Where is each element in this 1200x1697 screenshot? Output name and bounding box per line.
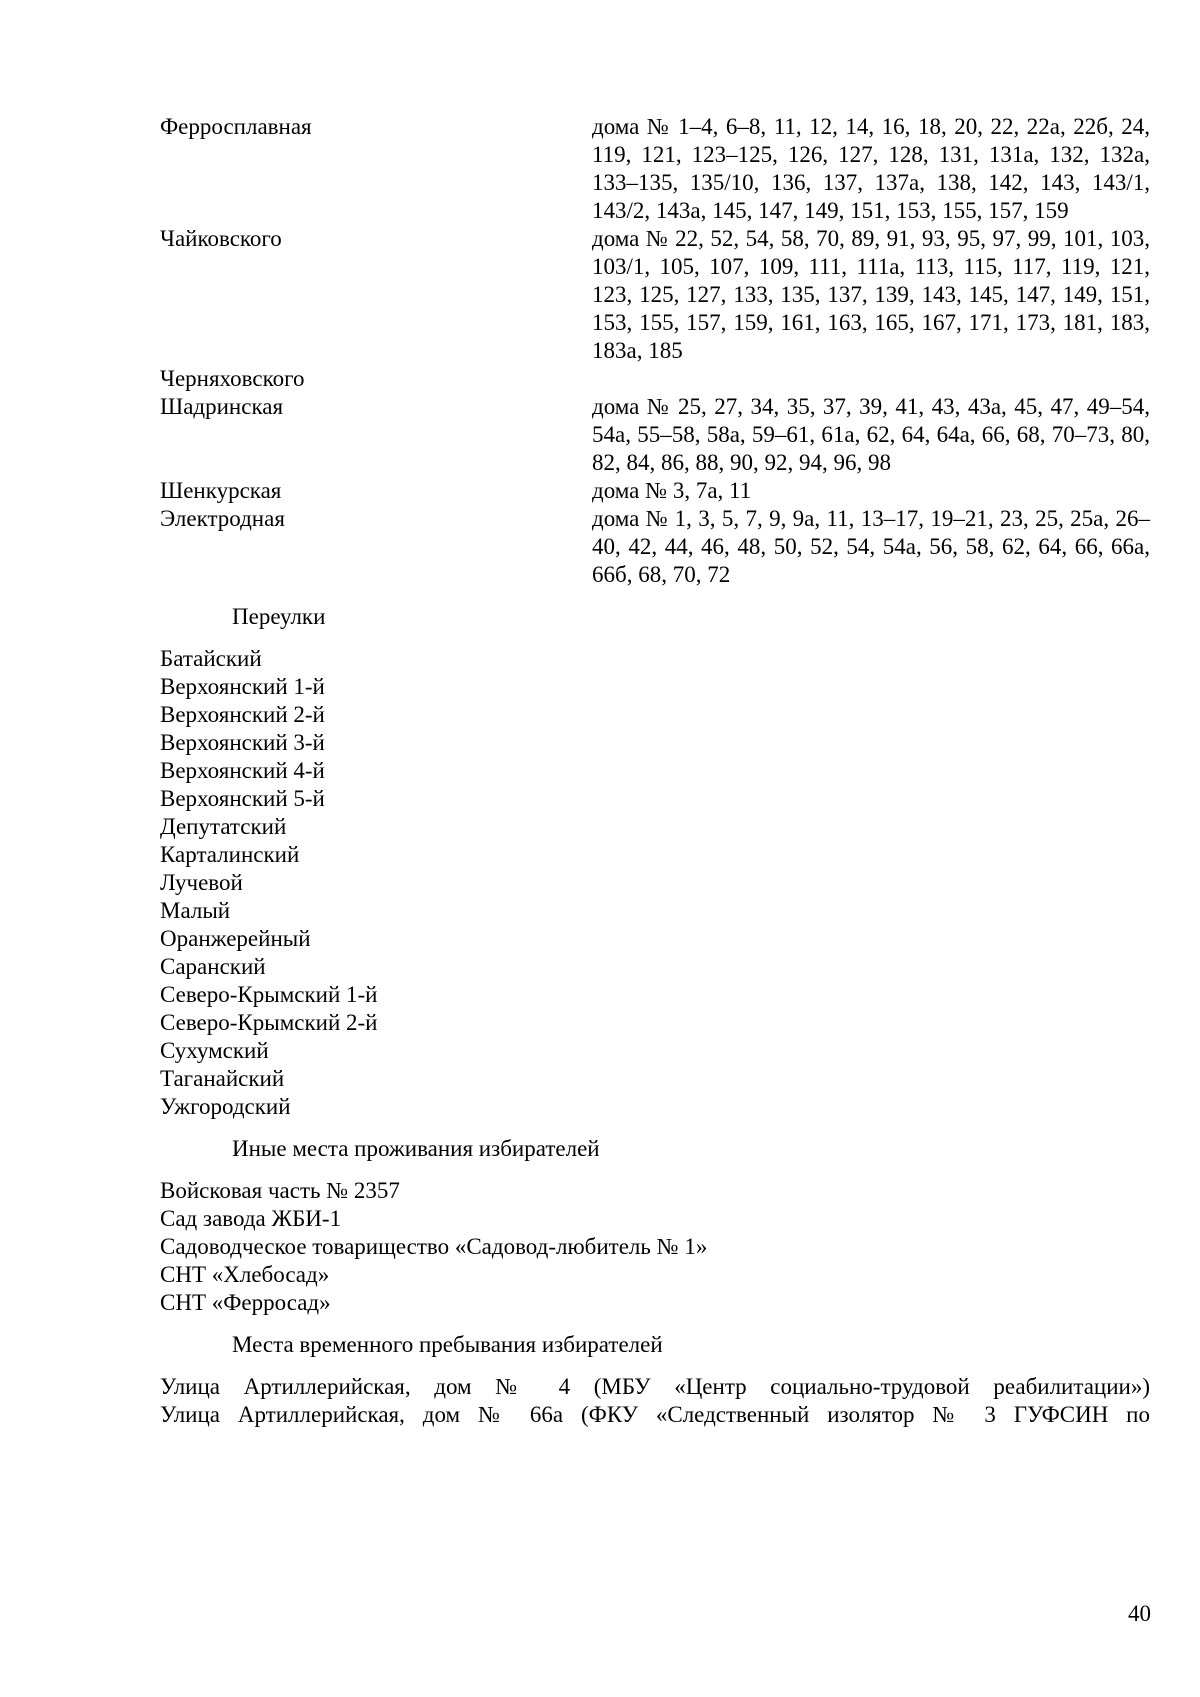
- street-row: [160, 393, 1150, 477]
- street-name: Электродная: [160, 506, 285, 531]
- list-item: Саранский: [160, 954, 266, 979]
- temp-places-heading: Места временного пребывания избирателей: [232, 1332, 663, 1357]
- street-name: Шенкурская: [160, 478, 282, 503]
- list-item: Сухумский: [160, 1038, 269, 1063]
- street-row: [160, 505, 1150, 589]
- list-item: Карталинский: [160, 842, 300, 867]
- lanes-list: [160, 645, 1150, 1121]
- list-item: Верхоянский 5-й: [160, 786, 325, 811]
- list-item: Улица Артиллерийская, дом № 66а (ФКУ «Следственный изолятор № 3 ГУФСИН по: [160, 1402, 1150, 1427]
- list-item: Улица Артиллерийская, дом № 4 (МБУ «Центр социально-трудовой реабилитации»): [160, 1374, 1150, 1399]
- list-item: Депутатский: [160, 814, 287, 839]
- list-item: Верхоянский 2-й: [160, 702, 325, 727]
- street-name: Чайковского: [160, 226, 282, 251]
- list-item: Верхоянский 4-й: [160, 758, 325, 783]
- list-item: Северо-Крымский 2-й: [160, 1010, 378, 1035]
- street-houses: дома № 22, 52, 54, 58, 70, 89, 91, 93, 95, 97, 99, 101, 103, 103/1, 105, 107, 109, 111, 111а, 113, 115, 117, 119, 121, 123, 125, 127, 133, 135, 137, 139, 143, 145, 147, 149, 151, 153, 155, 157, 159, 161, 163, 165, 167, 171, 173, 181, 183, 183а, 185: [592, 226, 1150, 363]
- street-row: [160, 225, 1150, 365]
- street-row: [160, 477, 1150, 505]
- list-item: Батайский: [160, 646, 262, 671]
- streets-table: [160, 113, 1150, 589]
- other-places-list: [160, 1177, 1150, 1317]
- list-item: Ужгородский: [160, 1094, 291, 1119]
- street-row: [160, 365, 1150, 393]
- other-places-heading: Иные места проживания избирателей: [232, 1136, 600, 1161]
- street-houses: дома № 3, 7а, 11: [592, 478, 752, 503]
- list-item: Верхоянский 3-й: [160, 730, 325, 755]
- page-content: [160, 113, 1150, 1429]
- list-item: Малый: [160, 898, 231, 923]
- street-name: Черняховского: [160, 366, 305, 391]
- street-name: Шадринская: [160, 394, 284, 419]
- list-item: Сад завода ЖБИ-1: [160, 1206, 342, 1231]
- lanes-heading: Переулки: [232, 604, 326, 629]
- list-item: Верхоянский 1-й: [160, 674, 325, 699]
- street-name: Ферросплавная: [160, 114, 312, 139]
- temp-places-list: [160, 1373, 1150, 1429]
- street-houses: дома № 1, 3, 5, 7, 9, 9а, 11, 13–17, 19–21, 23, 25, 25а, 26–40, 42, 44, 46, 48, 50, 52, 54, 54а, 56, 58, 62, 64, 66, 66а, 66б, 68, 70, 72: [592, 506, 1150, 587]
- list-item: Оранжерейный: [160, 926, 311, 951]
- list-item: Садоводческое товарищество «Садовод-любитель № 1»: [160, 1234, 708, 1259]
- list-item: Войсковая часть № 2357: [160, 1178, 400, 1203]
- page-number: 40: [1128, 1601, 1151, 1626]
- list-item: Таганайский: [160, 1066, 285, 1091]
- list-item: Лучевой: [160, 870, 243, 895]
- street-houses: дома № 25, 27, 34, 35, 37, 39, 41, 43, 43а, 45, 47, 49–54, 54а, 55–58, 58а, 59–61, 61а, 62, 64, 64а, 66, 68, 70–73, 80, 82, 84, 86, 88, 90, 92, 94, 96, 98: [592, 394, 1150, 475]
- street-houses: дома № 1–4, 6–8, 11, 12, 14, 16, 18, 20, 22, 22а, 22б, 24, 119, 121, 123–125, 126, 127, 128, 131, 131а, 132, 132а, 133–135, 135/10, 136, 137, 137а, 138, 142, 143, 143/1, 143/2, 143а, 145, 147, 149, 151, 153, 155, 157, 159: [592, 114, 1150, 223]
- list-item: СНТ «Хлебосад»: [160, 1262, 330, 1287]
- list-item: СНТ «Ферросад»: [160, 1290, 331, 1315]
- street-row: [160, 113, 1150, 225]
- list-item: Северо-Крымский 1-й: [160, 982, 378, 1007]
